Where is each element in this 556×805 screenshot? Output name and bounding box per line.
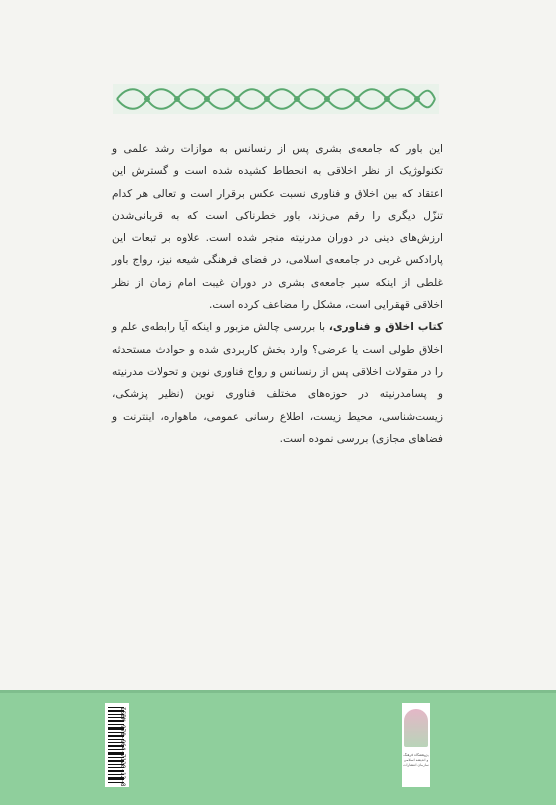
publisher-name (403, 753, 429, 783)
publisher-emblem-icon (404, 709, 428, 747)
decorative-ornament-band (113, 84, 439, 114)
publisher-name-line-2: سازمان انتشارات (403, 763, 429, 767)
description-paragraph-2-text: با بررسی چالش مزبور و اینکه آیا رابطه‌ی علم و اخلاق طولی است یا عرضی؟ وارد بخش کاربردی شده و حوادث مستحدثه را در مقولات اخلاقی پس از رنسانس و رواج فناوری نوین و تحولات مدرنیته و پسامدرنیته در حوزه‌های مختلف فناوری نوین (نظیر پزشکی، زیست‌شناسی، محیط زیست، اطلاع رسانی عمومی، ماهواره، اینترنت و فضاهای مجازی) بررسی نموده است. (112, 321, 443, 445)
description-paragraph-1: این باور که جامعه‌ی بشری پس از رنسانس به موازات رشد علمی و تکنولوژیک از نظر اخلاقی به انحطاط کشیده شده است و گسترش این اعتقاد که بین اخلاق و فناوری نسبت عکس برقرار است و تعالی هر کدام تنزّل دیگری را رقم می‌زند، باور خطرناکی است که به قربانی‌شدن ارزش‌های دینی در دوران مدرنیته منجر شده است. علاوه بر تبعات این پارادکس غربی در جامعه‌ی اسلامی، در فضای فرهنگی شیعه نیز، رواج باور غلطی از اینکه سیر جامعه‌ی بشری در دوران غیبت امام زمان از نظر اخلاقی قهقرایی است، مشکل را مضاعف کرده است. (112, 143, 443, 312)
back-cover-description (112, 138, 443, 450)
book-title-inline: کتاب اخلاق و فناوری، (328, 321, 443, 334)
description-paragraph-2 (112, 316, 443, 450)
isbn-barcode (105, 703, 129, 787)
green-footer-band (0, 690, 556, 805)
isbn-number: ISBN 978-964-7128-12-8 (119, 707, 126, 787)
arabesque-ornament-icon (113, 84, 439, 114)
publisher-logo (402, 703, 430, 787)
publisher-name-line-1: پژوهشگاه فرهنگ و اندیشه اسلامی (403, 753, 429, 762)
